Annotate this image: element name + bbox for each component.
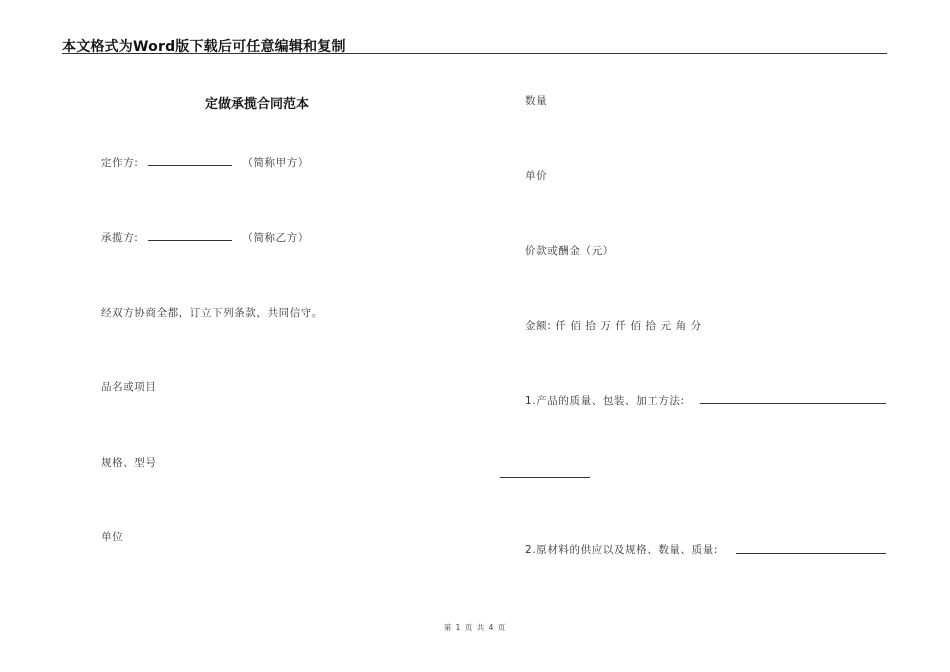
- agreement-text: 经双方协商全都，订立下列条款，共同信守。: [101, 307, 323, 319]
- clause-1-text: 1.产品的质量、包装、加工方法:: [525, 395, 685, 407]
- party-a-blank[interactable]: [148, 155, 232, 166]
- quantity-label: 数量: [525, 95, 548, 107]
- party-a-suffix: （简称甲方）: [242, 157, 309, 169]
- page-header: 本文格式为Word版下载后可任意编辑和复制: [62, 39, 346, 55]
- clause-2-blank[interactable]: [736, 553, 886, 554]
- unit-label: 单位: [101, 531, 124, 543]
- spec-label: 规格、型号: [101, 457, 157, 469]
- clause-1-blank-continued[interactable]: [500, 477, 590, 478]
- party-a-label: 定作方:: [101, 157, 139, 169]
- header-divider: [62, 53, 887, 54]
- document-title: 定做承揽合同范本: [205, 97, 310, 112]
- amount-label: 金额: 仟 佰 拾 万 仟 佰 拾 元 角 分: [525, 320, 702, 332]
- page-number: 第 1 页 共 4 页: [443, 623, 507, 632]
- payment-label: 价款或酬金（元）: [525, 245, 614, 257]
- party-b-line: [101, 230, 309, 245]
- clause-1-line: [525, 393, 685, 408]
- clause-2-line: [525, 542, 718, 557]
- party-a-line: [101, 155, 309, 170]
- party-b-blank[interactable]: [148, 230, 232, 241]
- clause-1-blank[interactable]: [700, 403, 886, 404]
- unit-price-label: 单价: [525, 170, 548, 182]
- party-b-label: 承揽方:: [101, 232, 139, 244]
- clause-2-text: 2.原材料的供应以及规格、数量、质量:: [525, 544, 718, 556]
- party-b-suffix: （简称乙方）: [242, 232, 309, 244]
- item-name-label: 品名或项目: [101, 381, 157, 393]
